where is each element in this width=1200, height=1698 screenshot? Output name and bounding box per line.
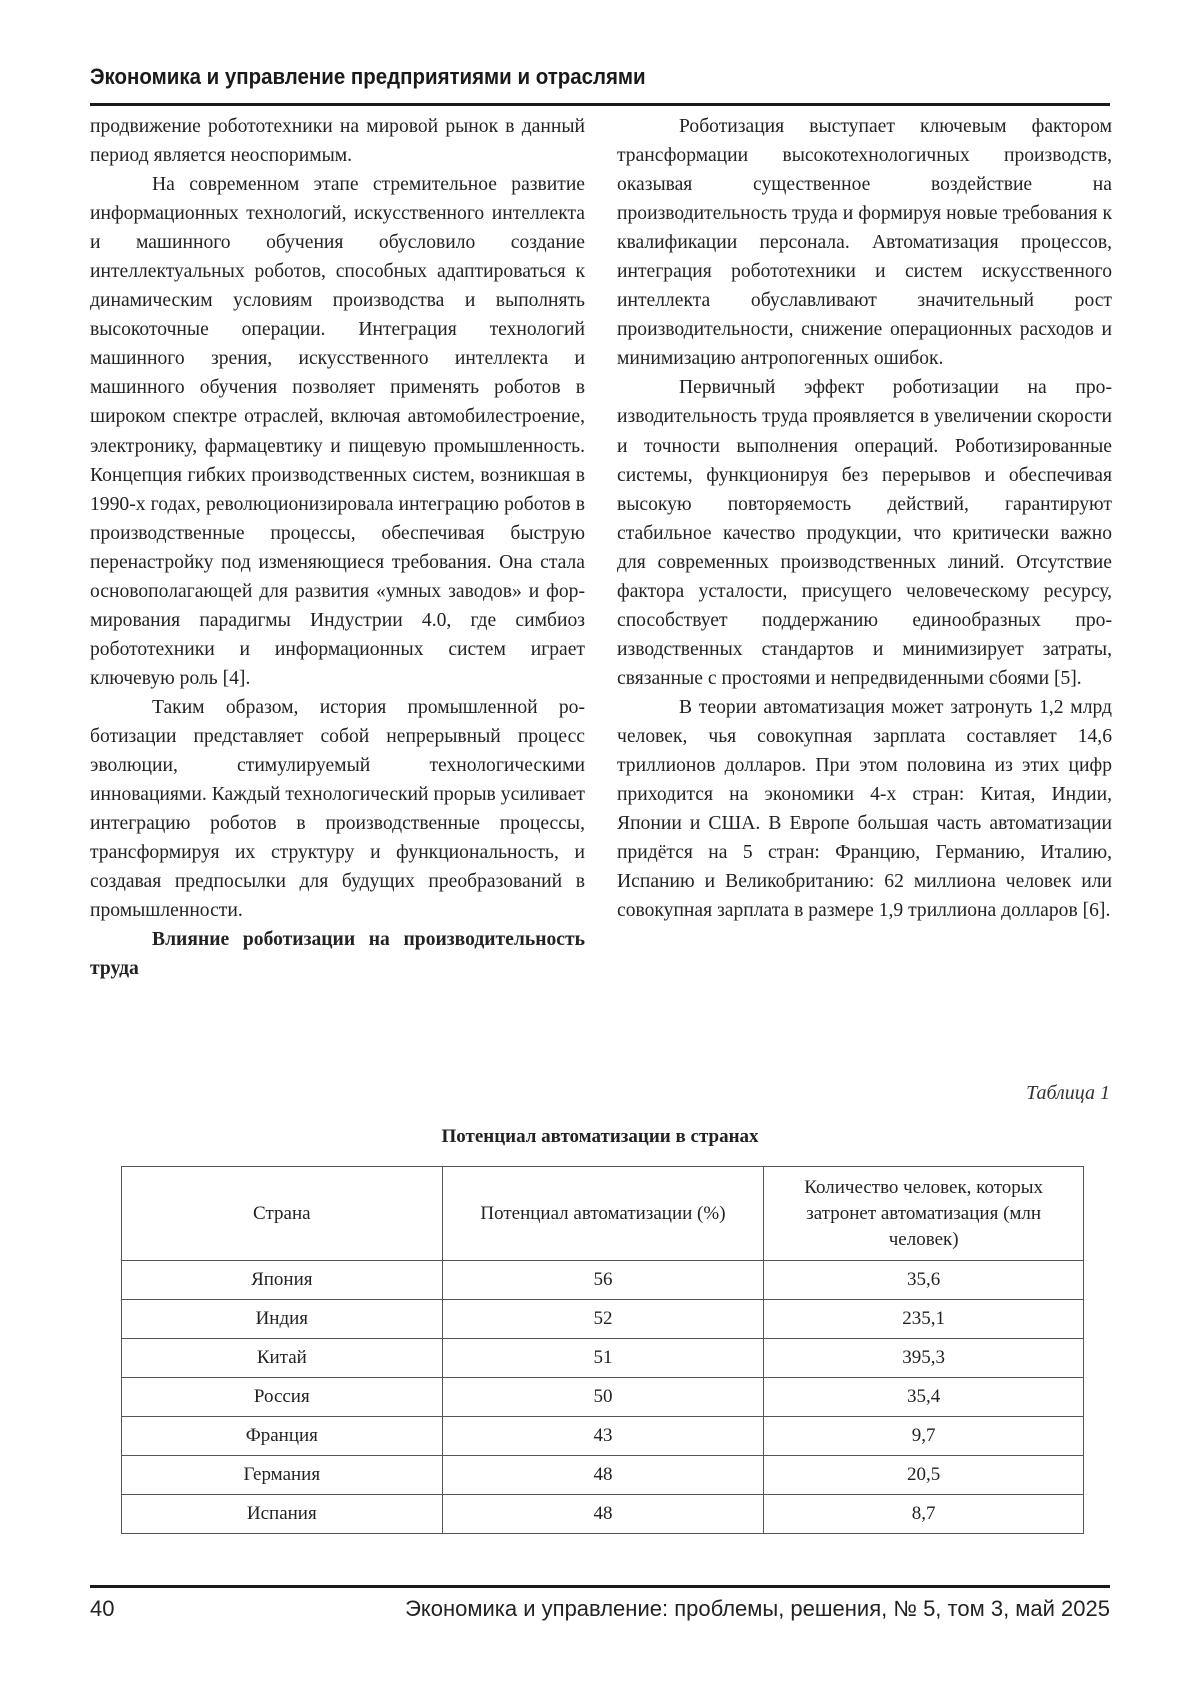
right-column — [617, 112, 1112, 925]
table-row — [122, 1261, 1084, 1300]
cell-people: 35,4 — [764, 1378, 1084, 1417]
paragraph: Первичный эффект роботизации на производительность труда проявляется в увеличении скорости и точности выполнения операций. Роботизированные системы, функционируя без перерывов и обеспечивая высокую повторяемость действий, гарантируют стабильное качество продукции, что критически важно для современных производственных линий. Отсутствие фактора усталости, присущего человеческому ресурсу, способствует поддержанию единообразных производственных стандартов и минимизирует затраты, связанные с простоями и непредвиденными сбоями [5]. — [617, 377, 1112, 689]
cell-people: 395,3 — [764, 1339, 1084, 1378]
table-label: Таблица 1 — [1026, 1082, 1110, 1104]
cell-country: Япония — [122, 1261, 443, 1300]
automation-potential-table — [121, 1166, 1084, 1534]
cell-country: Испания — [122, 1495, 443, 1534]
paragraph: На современном этапе стремительное развитие информационных технологий, искусственного интеллекта и машинного обучения обусловило создание интеллектуальных роботов, способных адаптироваться к динамическим условиям производства и выполнять высокоточные операции. Интеграция технологий машинного зрения, искусственного интеллекта и машинного обучения позволяет применять роботов в широком спектре отраслей, включая автомобилестроение, электронику, фармацевтику и пищевую промышленность. Концепция гибких производственных систем, возникшая в 1990-х годах, революционизировала интеграцию роботов в производственные процессы, обеспечивая быструю перенастройку под изменяющиеся требования. Она стала основополагающей для развития «умных заводов» и формирования парадигмы Индустрии 4.0, где симбиоз робототехники и информационных систем играет ключевую роль [4]. — [90, 174, 585, 689]
cell-country: Китай — [122, 1339, 443, 1378]
cell-potential: 52 — [442, 1300, 764, 1339]
cell-potential: 51 — [442, 1339, 764, 1378]
paragraph: продвижение робототехники на мировой рынок в данный период является неоспоримым. — [90, 116, 585, 167]
section-heading: Влияние роботизации на производительность труда — [90, 929, 585, 980]
table-row — [122, 1339, 1084, 1378]
cell-potential: 48 — [442, 1495, 764, 1534]
paragraph: В теории автоматизация может затронуть 1,2 млрд человек, чья совокупная зарплата составляет 14,6 триллионов долларов. При этом половина из этих цифр приходится на экономики 4-х стран: Китая, Индии, Японии и США. В Европе большая часть автоматизации придётся на 5 стран: Францию, Германию, Италию, Испанию и Великобританию: 62 миллиона человек или совокупная зарплата в размере 1,9 триллиона долларов [6]. — [617, 696, 1112, 922]
journal-citation: Экономика и управление: проблемы, решения, № 5, том 3, май 2025 — [405, 1596, 1110, 1621]
column-header-people: Количество человек, которых затронет автоматизация (млн человек) — [764, 1167, 1084, 1261]
cell-potential: 56 — [442, 1261, 764, 1300]
cell-country: Индия — [122, 1300, 443, 1339]
left-column — [90, 112, 585, 983]
header-rule — [90, 103, 1110, 106]
footer-rule — [90, 1585, 1110, 1588]
cell-potential: 48 — [442, 1456, 764, 1495]
table-row — [122, 1300, 1084, 1339]
paragraph: Роботизация выступает ключевым фактором трансформации высокотехнологичных производств, оказывая существенное воздействие на производительность труда и формируя новые требования к квалификации персонала. Автоматизация процессов, интеграция робототехники и систем искусственного интеллекта обуславливают значительный рост производительности, снижение операционных расходов и минимизацию антропогенных ошибок. — [617, 116, 1112, 370]
cell-people: 35,6 — [764, 1261, 1084, 1300]
cell-country: Франция — [122, 1417, 443, 1456]
cell-potential: 50 — [442, 1378, 764, 1417]
table-row — [122, 1378, 1084, 1417]
column-header-country: Страна — [122, 1167, 443, 1261]
running-title: Экономика и управление предприятиями и отраслями — [90, 64, 646, 89]
cell-potential: 43 — [442, 1417, 764, 1456]
cell-people: 9,7 — [764, 1417, 1084, 1456]
table-row — [122, 1417, 1084, 1456]
table-header-row — [122, 1167, 1084, 1261]
table-row — [122, 1456, 1084, 1495]
column-header-potential: Потенциал автоматизации (%) — [442, 1167, 764, 1261]
cell-people: 20,5 — [764, 1456, 1084, 1495]
cell-country: Германия — [122, 1456, 443, 1495]
cell-country: Россия — [122, 1378, 443, 1417]
cell-people: 8,7 — [764, 1495, 1084, 1534]
page-number: 40 — [90, 1596, 115, 1621]
table-row — [122, 1495, 1084, 1534]
table-title: Потенциал автоматизации в странах — [441, 1126, 759, 1147]
paragraph: Таким образом, история промышленной роботизации представляет собой непрерывный процесс эволюции, стимулируемый технологическими инновациями. Каждый технологический прорыв усиливает интеграцию роботов в производственные процессы, трансформируя их структуру и функциональность, и создавая предпосылки для будущих преобразований в промышленности. — [90, 696, 585, 922]
cell-people: 235,1 — [764, 1300, 1084, 1339]
